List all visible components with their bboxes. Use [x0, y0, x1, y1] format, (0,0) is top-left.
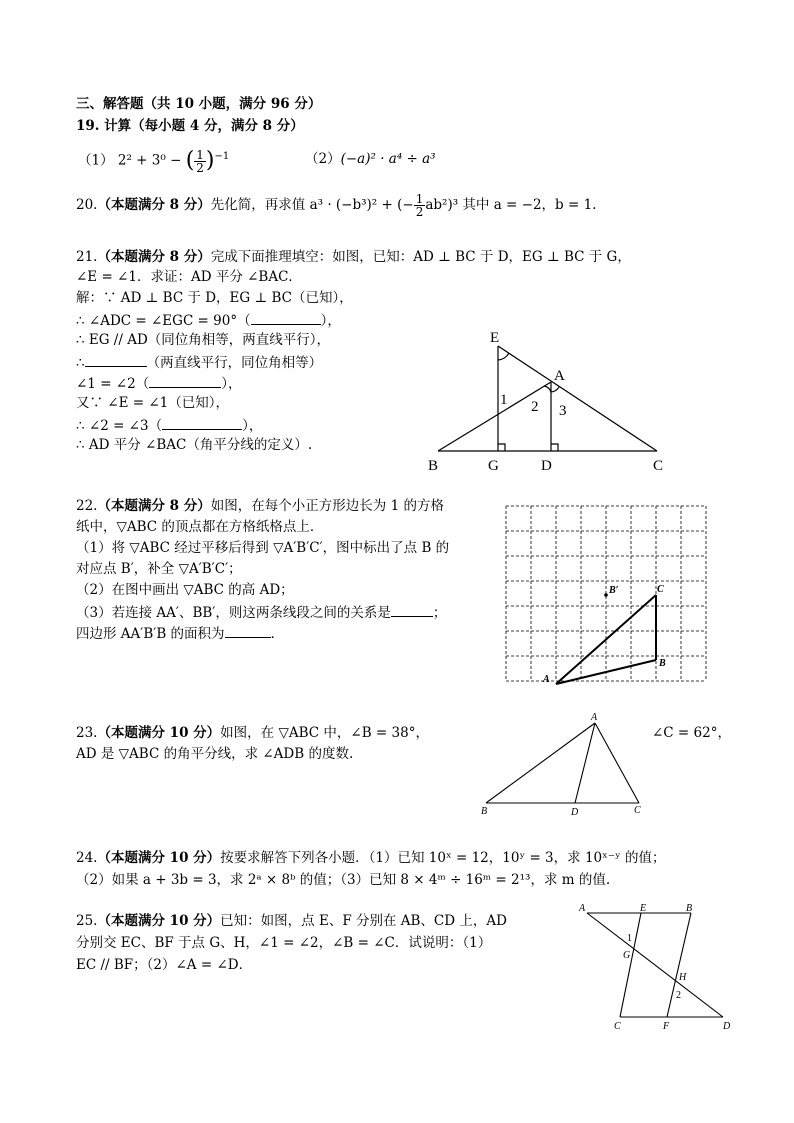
q19-fraction: $\frac{1}{2}$	[196, 147, 204, 175]
q22-blank2[interactable]	[225, 623, 271, 638]
q21-line3: 解：∵ AD ⊥ BC 于 D，EG ⊥ BC（已知），	[76, 290, 353, 306]
q21-line-ba	[438, 382, 551, 451]
q19-part1-label: （1）	[78, 152, 114, 169]
q21-line1: 21.（本题满分 8 分）完成下面推理填空：如图，已知：AD ⊥ BC 于 D，EG ⊥ BC 于 G，	[76, 249, 631, 265]
q20: 20.（本题满分 8 分）先化简，再求值 a³ · (−b³)² + (− $\frac{1}{2}$ ab²)³ 其中 a = −2，b = 1.	[76, 192, 597, 219]
q21-line6: ∴ （两直线平行，同位角相等）	[76, 352, 322, 372]
q21-line7: ∠1 = ∠2（ ），	[76, 373, 241, 393]
q23-line2: AD 是 ▽ABC 的角平分线，求 ∠ADB 的度数.	[76, 746, 354, 762]
q21-label-angle2: 2	[531, 399, 539, 415]
q23-side-ac	[595, 723, 639, 803]
q21-label-angle3: 3	[559, 403, 567, 419]
q25-label-e: E	[640, 903, 647, 914]
q25-label-b: B	[686, 903, 693, 914]
q23-line1: 23.（本题满分 10 分）如图，在 ▽ABC 中，∠B = 38°，	[76, 725, 429, 741]
q22-line6: （3）若连接 AA′、BB′，则这两条线段之间的关系是 ；	[76, 602, 446, 622]
q23-label-b: B	[481, 806, 488, 817]
q21-label-g: G	[488, 458, 499, 474]
q21-line5: ∴ EG // AD（同位角相等，两直线平行），	[76, 332, 331, 348]
q25-label-angle2: 2	[676, 990, 681, 1001]
q21-arc-2	[544, 386, 551, 392]
q22-line1: 22.（本题满分 8 分）如图，在每个小正方形边长为 1 的方格	[76, 498, 444, 514]
q21-label-d: D	[541, 458, 552, 474]
q19-part2: （2）(−a)² · a⁴ ÷ a³	[305, 151, 436, 167]
q25-segment-bf	[667, 913, 691, 1017]
q21-arc-e	[498, 353, 509, 360]
q22-label-a: A	[543, 674, 550, 685]
q21-line9: ∴ ∠2 = ∠3（ ），	[76, 415, 262, 435]
q25-segment-ad	[587, 913, 723, 1017]
q25-label-angle1: 1	[627, 933, 632, 944]
q21-label-c: C	[653, 458, 664, 474]
q25-segment-ec	[620, 913, 641, 1017]
q21-blank4[interactable]	[162, 415, 242, 430]
q25-label-c: C	[614, 1021, 621, 1032]
q19-part1-expr: 2² + 3⁰ −	[117, 152, 182, 169]
q24-line1: 24.（本题满分 10 分）按要求解答下列各小题．（1）已知 10ˣ = 12，10ʸ = 3，求 10ˣ⁻ʸ 的值；	[76, 850, 666, 866]
section-title: 三、解答题（共 10 小题，满分 96 分）	[76, 96, 322, 112]
q25-label-d: D	[723, 1021, 731, 1032]
q25-label-h: H	[679, 972, 687, 983]
q22-grid-lines	[506, 506, 706, 681]
q20-fraction: $\frac{1}{2}$	[415, 192, 424, 219]
q23-label-a: A	[591, 712, 598, 723]
q22-line2: 纸中，▽ABC 的顶点都在方格纸格点上．	[76, 519, 324, 535]
q25-line3: EC // BF；（2）∠A = ∠D．	[76, 957, 253, 973]
q23-label-d: D	[571, 807, 579, 818]
q25-label-a: A	[579, 903, 586, 914]
q21-line10: ∴ AD 平分 ∠BAC（角平分线的定义）.	[76, 437, 313, 453]
q22-label-b: B	[659, 658, 666, 669]
q21-arc-3	[551, 387, 559, 392]
q21-line8: 又∵ ∠E = ∠1（已知），	[76, 395, 230, 411]
q23-bisector-ad	[575, 723, 595, 803]
q23-label-c: C	[634, 805, 641, 816]
q22-blank1[interactable]	[391, 602, 433, 617]
q22-line5: （2）在图中画出 ▽ABC 的高 AD；	[76, 582, 294, 598]
q21-line-ec	[498, 346, 657, 451]
q21-right-angle-g	[498, 444, 505, 451]
q21-blank3[interactable]	[149, 373, 221, 388]
q22-side-ba	[556, 660, 656, 684]
q22-label-bprime: B′	[609, 585, 619, 596]
q21-right-angle-d	[551, 444, 558, 451]
q21-label-b: B	[428, 458, 439, 474]
q21-label-a: A	[554, 368, 565, 384]
q22-line3: （1）将 ▽ABC 经过平移后得到 ▽A′B′C′，图中标出了点 B 的	[76, 540, 450, 556]
q22-point-bprime	[604, 593, 608, 597]
q25-line2: 分别交 EC、BF 于点 G、H，∠1 = ∠2，∠B = ∠C．试说明：（1）	[76, 935, 492, 951]
q19-exponent: −1	[214, 151, 230, 162]
q21-blank1[interactable]	[251, 310, 321, 325]
q21-line4: ∴ ∠ADC = ∠EGC = 90°（ ），	[76, 310, 341, 330]
q22-line7: 四边形 AA′B′B 的面积为 ．	[76, 623, 284, 643]
q25-label-g: G	[623, 950, 631, 961]
q22-line4: 对应点 B′，补全 ▽A′B′C′；	[76, 561, 242, 577]
q23-line1-right: ∠C = 62°，	[652, 725, 731, 741]
q23-side-ba	[486, 723, 595, 803]
q19-part1: （1） 2² + 3⁰ − ( $\frac{1}{2}$ )$^{-1}$	[78, 147, 230, 175]
q21-blank2[interactable]	[85, 352, 147, 367]
q21-label-e: E	[490, 330, 500, 346]
q22-label-c: C	[657, 584, 664, 595]
q25-line1: 25.（本题满分 10 分）已知：如图，点 E、F 分别在 AB、CD 上，AD	[76, 913, 507, 929]
q19-heading: 19. 计算（每小题 4 分，满分 8 分）	[76, 118, 304, 134]
q21-label-angle1: 1	[500, 392, 508, 408]
q25-label-f: F	[663, 1021, 670, 1032]
q24-line2: （2）如果 a + 3b = 3，求 2ᵃ × 8ᵇ 的值；（3）已知 8 × 4ᵐ ÷ 16ᵐ = 2¹³，求 m 的值.	[76, 872, 611, 888]
q21-line2: ∠E = ∠1．求证：AD 平分 ∠BAC．	[76, 269, 302, 285]
q22-side-ac	[556, 595, 656, 684]
